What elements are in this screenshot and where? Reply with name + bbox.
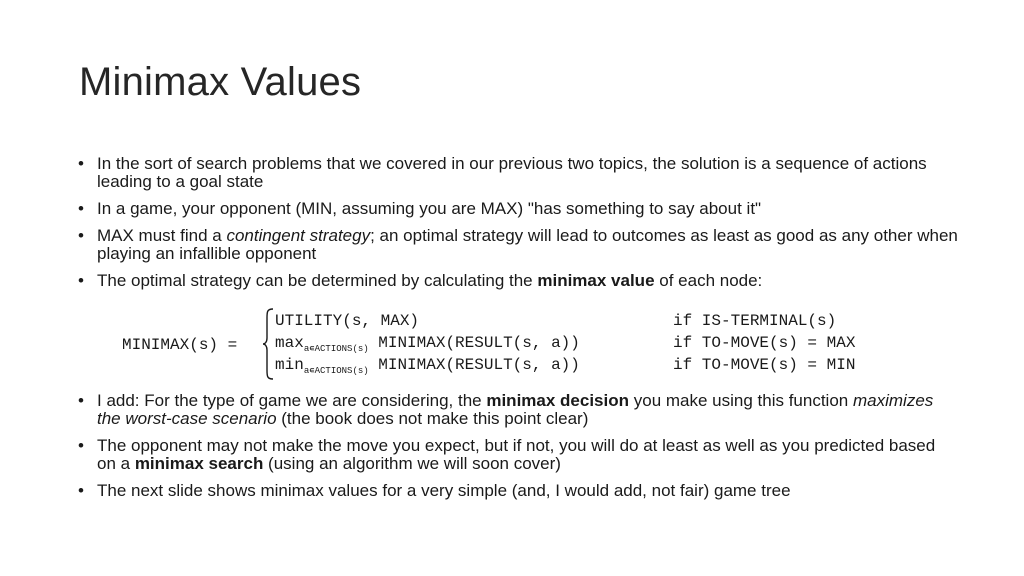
bullet-item — [78, 392, 958, 428]
bullet-item — [78, 482, 958, 500]
formula-case-max: $\max_{a∊ACTIONS(s)}$ MINIMAX(RESULT(s, a)) — [275, 334, 580, 354]
bullet-list-top — [78, 155, 958, 299]
bullet-text: I add: For the type of game we are considering, the — [97, 391, 487, 410]
bullet-text: (using an algorithm we will soon cover) — [263, 454, 561, 473]
italic-text: maximizes the worst-case scenario — [97, 391, 934, 428]
bullet-text: MAX must find a — [97, 226, 227, 245]
bullet-item — [78, 437, 958, 473]
bullet-item — [78, 155, 958, 191]
bullet-item — [78, 272, 958, 290]
bullet-text: The next slide shows minimax values for a very simple (and, I would add, not fair) game tree — [97, 481, 791, 500]
bullet-text: In a game, your opponent (MIN, assuming you are MAX) "has something to say about it" — [97, 199, 762, 218]
bullet-item — [78, 200, 958, 218]
formula-lhs: MINIMAX(s) = — [122, 336, 238, 354]
formula-case-terminal: UTILITY(s, MAX) — [275, 312, 420, 330]
bullet-list-bottom — [78, 392, 958, 509]
slide-title: Minimax Values — [79, 60, 362, 104]
formula-cond-terminal: if IS-TERMINAL(s) — [673, 312, 837, 330]
curly-brace-icon — [262, 308, 274, 380]
italic-text: contingent strategy — [226, 226, 371, 245]
bullet-text: you make using this function — [629, 391, 853, 410]
bullet-text: In the sort of search problems that we covered in our previous two topics, the solution is a sequence of actions leading to a goal state — [97, 154, 927, 191]
bullet-text: ; an optimal strategy will lead to outcomes as least as good as any other when playing an infallible opponent — [97, 226, 958, 263]
bullet-text: The optimal strategy can be determined by calculating the — [97, 271, 538, 290]
bullet-text: The opponent may not make the move you expect, but if not, you will do at least as well as you predicted based on a — [97, 436, 936, 473]
bold-text: minimax decision — [486, 391, 630, 410]
bold-text: minimax search — [134, 454, 264, 473]
bullet-text: of each node: — [654, 271, 763, 290]
bold-text: minimax value — [537, 271, 655, 290]
bullet-text: (the book does not make this point clear) — [276, 409, 589, 428]
formula-case-min: $\min_{a∊ACTIONS(s)}$ MINIMAX(RESULT(s, a)) — [275, 356, 580, 376]
minimax-formula — [122, 308, 922, 384]
bullet-item — [78, 227, 958, 263]
formula-cond-max: if TO-MOVE(s) = MAX — [673, 334, 856, 352]
formula-cond-min: if TO-MOVE(s) = MIN — [673, 356, 856, 374]
